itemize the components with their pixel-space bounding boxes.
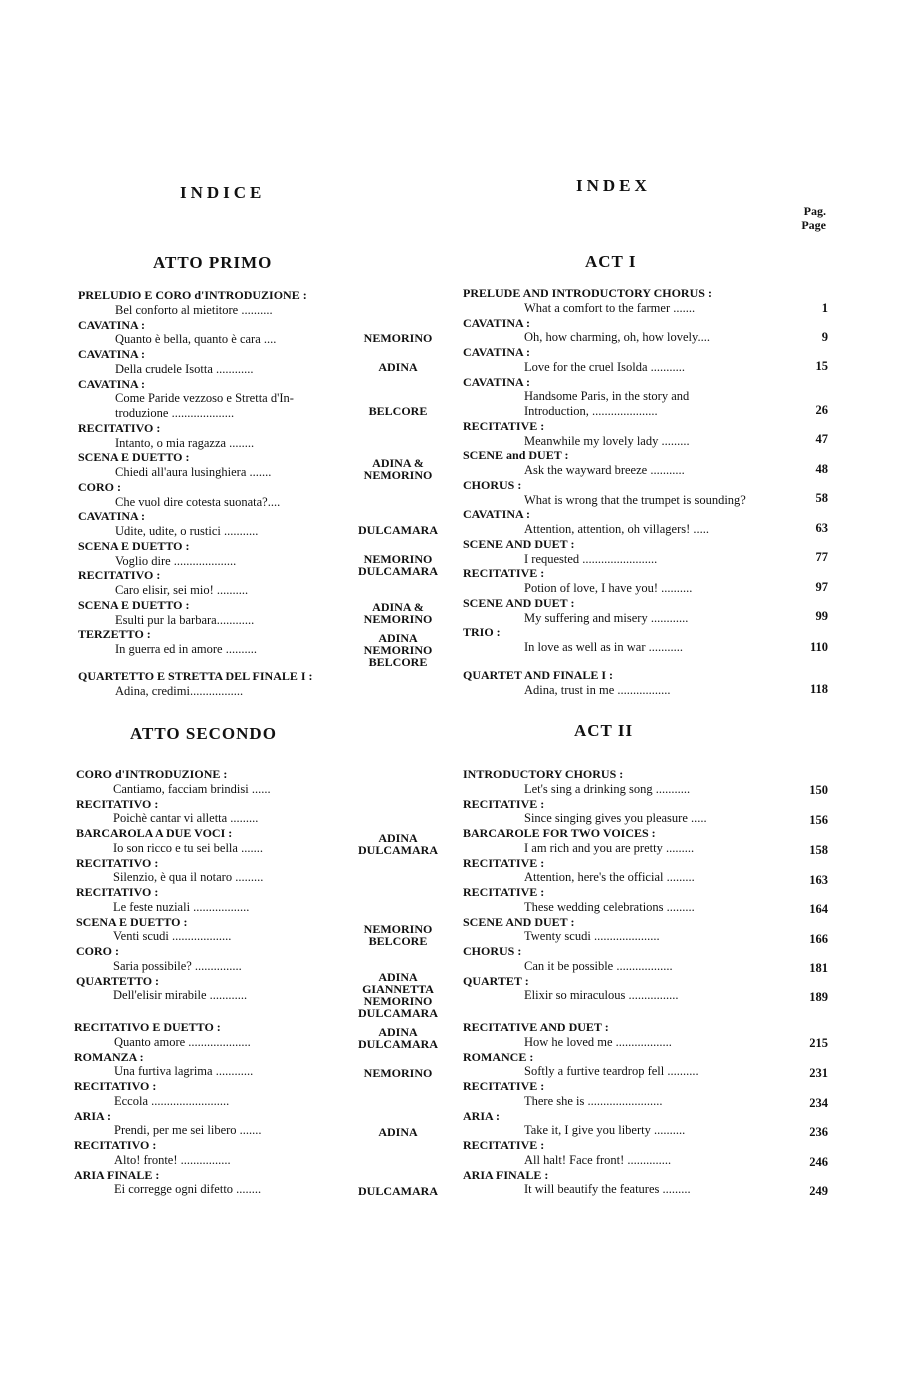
page-number: 249 bbox=[809, 1184, 828, 1198]
page-number: 77 bbox=[815, 550, 828, 564]
entry-title: Le feste nuziali .................. bbox=[113, 899, 250, 914]
entry-title: In guerra ed in amore .......... bbox=[115, 642, 257, 656]
entry-title: Oh, how charming, oh, how lovely.... bbox=[524, 330, 710, 345]
entry-title: Twenty scudi ..................... bbox=[524, 929, 660, 944]
section-heading: INTRODUCTORY CHORUS : bbox=[463, 767, 624, 781]
entry-title: I requested ........................ bbox=[524, 551, 658, 566]
character-name: DULCAMARA bbox=[358, 1184, 438, 1198]
entry-title: Una furtiva lagrima ............ bbox=[114, 1064, 254, 1079]
page-number: 181 bbox=[809, 961, 828, 975]
entry-title: Adina, trust in me ................. bbox=[524, 682, 671, 697]
section-heading: SCENA E DUETTO : bbox=[78, 538, 190, 553]
page-number: 110 bbox=[809, 640, 828, 654]
section-heading: RECITATIVE : bbox=[463, 566, 545, 581]
entry-title: Esulti pur la barbara............ bbox=[115, 612, 255, 627]
section-heading: SCENE AND DUET : bbox=[463, 914, 575, 929]
page-number: 48 bbox=[815, 462, 828, 476]
act1-heading-italian: ATTO PRIMO bbox=[153, 253, 273, 272]
character-names bbox=[350, 923, 446, 947]
entry-title: How he loved me .................. bbox=[524, 1034, 672, 1049]
page-number: 166 bbox=[809, 932, 828, 946]
character-name: ADINA bbox=[378, 1125, 418, 1139]
page-number: 15 bbox=[815, 359, 828, 373]
section-heading: RECITATIVO : bbox=[78, 420, 161, 435]
entry-title: Handsome Paris, in the story and bbox=[524, 389, 690, 404]
character-name: ADINA bbox=[378, 831, 418, 845]
section-heading: RECITATIVO : bbox=[74, 1079, 157, 1093]
character-names bbox=[350, 332, 446, 344]
entry-title: Intanto, o mia ragazza ........ bbox=[115, 435, 255, 450]
character-names bbox=[350, 971, 446, 1019]
entry-title: Attention, here's the official ......... bbox=[524, 870, 695, 885]
entry-title: Udite, udite, o rustici ........... bbox=[115, 524, 259, 538]
entry-title: Alto! fronte! ................ bbox=[114, 1152, 231, 1167]
entry-title: Dell'elisir mirabile ............ bbox=[113, 988, 248, 1003]
character-names bbox=[350, 1026, 446, 1050]
entry-title: Io son ricco e tu sei bella ....... bbox=[113, 840, 263, 855]
entry-title: There she is ........................ bbox=[524, 1093, 663, 1108]
section-heading: RECITATIVE : bbox=[463, 855, 545, 870]
entry-title: In love as well as in war ........... bbox=[524, 640, 683, 654]
entry-title: What is wrong that the trumpet is sounding? bbox=[524, 492, 746, 507]
entry-title: Prendi, per me sei libero ....... bbox=[114, 1123, 262, 1138]
section-heading: QUARTET : bbox=[463, 973, 529, 988]
character-name: NEMORINO bbox=[363, 643, 433, 657]
page-number: 246 bbox=[809, 1155, 828, 1169]
section-heading: CAVATINA : bbox=[463, 345, 531, 359]
section-heading: BARCAROLA A DUE VOCI : bbox=[76, 826, 233, 840]
page-number: 1 bbox=[821, 301, 828, 315]
entry-title: Della crudele Isotta ............ bbox=[115, 361, 254, 376]
page-number: 47 bbox=[815, 432, 828, 446]
character-name: DULCAMARA bbox=[358, 843, 438, 857]
character-names bbox=[350, 632, 446, 668]
section-heading: RECITATIVO : bbox=[76, 885, 159, 899]
section-heading: CHORUS : bbox=[463, 477, 522, 492]
page-number: 9 bbox=[821, 330, 828, 344]
character-name: ADINA bbox=[378, 970, 418, 984]
entry-title: What a comfort to the farmer ....... bbox=[524, 300, 696, 315]
character-name: ADINA bbox=[378, 631, 418, 645]
character-name: BELCORE bbox=[368, 404, 428, 418]
character-name: NEMORINO bbox=[363, 922, 433, 936]
entry-title: Chiedi all'aura lusinghiera ....... bbox=[115, 465, 272, 479]
entry-title: Eccola ......................... bbox=[114, 1093, 230, 1108]
section-heading: RECITATIVE : bbox=[463, 1079, 545, 1093]
section-heading: RECITATIVE : bbox=[463, 796, 545, 811]
section-heading: CAVATINA : bbox=[78, 347, 146, 361]
section-heading: QUARTETTO : bbox=[76, 973, 160, 988]
character-name: ADINA & bbox=[372, 456, 424, 470]
entry-title: Meanwhile my lovely lady ......... bbox=[524, 433, 690, 448]
act1-heading-english: ACT I bbox=[585, 252, 637, 271]
section-heading: CORO : bbox=[78, 479, 121, 494]
section-heading: CAVATINA : bbox=[463, 374, 531, 389]
entry-title: Elixir so miraculous ................ bbox=[524, 988, 679, 1003]
section-heading: CAVATINA : bbox=[78, 509, 146, 524]
character-names bbox=[350, 524, 446, 536]
entry-title: Let's sing a drinking song ........... bbox=[524, 781, 691, 796]
page-number: 63 bbox=[815, 521, 828, 535]
character-names bbox=[350, 553, 446, 577]
entry-title: Potion of love, I have you! .......... bbox=[524, 581, 693, 595]
section-heading: CAVATINA : bbox=[463, 315, 531, 330]
character-names bbox=[350, 1067, 446, 1079]
section-heading: SCENE AND DUET : bbox=[463, 595, 575, 610]
section-heading: TERZETTO : bbox=[78, 627, 151, 642]
entry-title: My suffering and misery ............ bbox=[524, 610, 689, 625]
act2-heading-english: ACT II bbox=[574, 721, 634, 740]
entry-title: It will beautify the features ......... bbox=[524, 1182, 691, 1197]
character-name: ADINA bbox=[378, 360, 418, 374]
character-names bbox=[350, 832, 446, 856]
section-heading: RECITATIVE : bbox=[463, 885, 545, 899]
entry-title: Che vuol dire cotesta suonata?.... bbox=[115, 494, 281, 509]
section-heading: SCENA E DUETTO : bbox=[78, 450, 190, 465]
entry-title: Bel conforto al mietitore .......... bbox=[115, 302, 273, 317]
section-heading: RECITATIVO : bbox=[76, 855, 159, 870]
entry-title: I am rich and you are pretty ......... bbox=[524, 840, 695, 855]
section-heading: SCENE AND DUET : bbox=[463, 536, 575, 551]
section-heading: RECITATIVO : bbox=[74, 1138, 157, 1152]
page-number: 150 bbox=[809, 783, 828, 797]
character-names bbox=[350, 405, 446, 417]
section-heading: RECITATIVO : bbox=[76, 796, 159, 811]
section-heading: CAVATINA : bbox=[463, 507, 531, 522]
section-heading: QUARTET AND FINALE I : bbox=[463, 668, 614, 682]
section-heading: PRELUDIO E CORO d'INTRODUZIONE : bbox=[78, 288, 307, 302]
page-number: 156 bbox=[809, 813, 828, 827]
section-heading: RECITATIVO : bbox=[78, 568, 161, 583]
section-heading: SCENA E DUETTO : bbox=[78, 597, 190, 612]
character-name: DULCAMARA bbox=[358, 564, 438, 578]
character-name: NEMORINO bbox=[363, 468, 433, 482]
entry-title: These wedding celebrations ......... bbox=[524, 899, 695, 914]
section-heading: CORO : bbox=[76, 944, 119, 958]
section-heading: RECITATIVE : bbox=[463, 418, 545, 433]
character-name: NEMORINO bbox=[363, 331, 433, 345]
character-name: DULCAMARA bbox=[358, 1037, 438, 1051]
section-heading: CHORUS : bbox=[463, 944, 522, 958]
section-heading: CAVATINA : bbox=[78, 317, 146, 332]
entry-title: Ei corregge ogni difetto ........ bbox=[114, 1182, 262, 1197]
section-heading: ARIA FINALE : bbox=[463, 1167, 549, 1182]
entry-title: Attention, attention, oh villagers! ..... bbox=[524, 522, 710, 536]
page-number: 99 bbox=[815, 609, 828, 623]
page-number: 97 bbox=[815, 580, 828, 594]
page-number: 236 bbox=[809, 1125, 828, 1139]
page-label-english: Page bbox=[801, 218, 826, 232]
entry-title: Caro elisir, sei mio! .......... bbox=[115, 583, 249, 597]
page-number: 164 bbox=[809, 902, 828, 916]
left-title: INDICE bbox=[180, 183, 266, 202]
character-name: ADINA & bbox=[372, 600, 424, 614]
entry-title: All halt! Face front! .............. bbox=[524, 1152, 672, 1167]
entry-title: Take it, I give you liberty .......... bbox=[524, 1123, 686, 1138]
section-heading: ROMANCE : bbox=[463, 1049, 534, 1064]
section-heading: CORO d'INTRODUZIONE : bbox=[76, 767, 228, 781]
character-name: NEMORINO bbox=[363, 1066, 433, 1080]
section-heading: TRIO : bbox=[463, 625, 501, 640]
entry-title: Cantiamo, facciam brindisi ...... bbox=[113, 781, 271, 796]
entry-title: Quanto è bella, quanto è cara .... bbox=[115, 332, 277, 347]
page-column-label bbox=[780, 204, 826, 232]
section-heading: ARIA FINALE : bbox=[74, 1167, 160, 1182]
character-name: DULCAMARA bbox=[358, 1006, 438, 1020]
character-name: NEMORINO bbox=[363, 552, 433, 566]
page-number: 158 bbox=[809, 843, 828, 857]
page-number: 163 bbox=[809, 873, 828, 887]
character-name: BELCORE bbox=[368, 934, 428, 948]
section-heading: SCENA E DUETTO : bbox=[76, 914, 188, 929]
entry-title: Voglio dire .................... bbox=[115, 553, 237, 568]
character-names bbox=[350, 601, 446, 625]
section-heading: RECITATIVE AND DUET : bbox=[463, 1020, 609, 1034]
character-names bbox=[350, 361, 446, 373]
page-number: 231 bbox=[809, 1066, 828, 1080]
entry-title: Softly a furtive teardrop fell .......... bbox=[524, 1064, 699, 1079]
page-number: 189 bbox=[809, 990, 828, 1004]
character-name: NEMORINO bbox=[363, 994, 433, 1008]
act2-heading-italian: ATTO SECONDO bbox=[130, 724, 277, 743]
entry-title: Adina, credimi................. bbox=[115, 683, 244, 698]
page-number: 58 bbox=[815, 491, 828, 505]
entry-title: Love for the cruel Isolda ........... bbox=[524, 359, 686, 374]
entry-title: troduzione .................... bbox=[115, 406, 235, 420]
entry-title: Ask the wayward breeze ........... bbox=[524, 463, 685, 477]
section-heading: CAVATINA : bbox=[78, 376, 146, 391]
character-name: BELCORE bbox=[368, 655, 428, 669]
character-name: NEMORINO bbox=[363, 612, 433, 626]
section-heading: ARIA : bbox=[463, 1108, 501, 1123]
entry-title: Can it be possible .................. bbox=[524, 958, 673, 973]
entry-title: Poichè cantar vi alletta ......... bbox=[113, 811, 259, 826]
section-heading: RECITATIVO E DUETTO : bbox=[74, 1020, 221, 1034]
entry-title: Come Paride vezzoso e Stretta d'In- bbox=[115, 391, 294, 406]
page-number: 118 bbox=[809, 682, 828, 696]
character-name: DULCAMARA bbox=[358, 523, 438, 537]
page-number: 215 bbox=[809, 1036, 828, 1050]
page-number: 26 bbox=[815, 403, 828, 417]
entry-title: Since singing gives you pleasure ..... bbox=[524, 811, 707, 826]
section-heading: QUARTETTO E STRETTA DEL FINALE I : bbox=[78, 669, 313, 683]
character-name: GIANNETTA bbox=[362, 982, 434, 996]
section-heading: ROMANZA : bbox=[74, 1049, 144, 1064]
section-heading: BARCAROLE FOR TWO VOICES : bbox=[463, 826, 656, 840]
character-names bbox=[350, 1185, 446, 1197]
entry-title: Venti scudi ................... bbox=[113, 929, 232, 944]
section-heading: RECITATIVE : bbox=[463, 1138, 545, 1152]
entry-title: Introduction, ..................... bbox=[524, 404, 658, 418]
section-heading: SCENE and DUET : bbox=[463, 448, 569, 463]
character-names bbox=[350, 1126, 446, 1138]
page-number: 234 bbox=[809, 1096, 828, 1110]
section-heading: PRELUDE AND INTRODUCTORY CHORUS : bbox=[463, 286, 712, 300]
character-names bbox=[350, 457, 446, 481]
entry-title: Quanto amore .................... bbox=[114, 1034, 251, 1049]
right-title: INDEX bbox=[576, 176, 651, 195]
section-heading: ARIA : bbox=[74, 1108, 112, 1123]
page-label-italian: Pag. bbox=[803, 204, 826, 218]
character-name: ADINA bbox=[378, 1025, 418, 1039]
entry-title: Saria possibile? ............... bbox=[113, 958, 242, 973]
entry-title: Silenzio, è qua il notaro ......... bbox=[113, 870, 264, 885]
